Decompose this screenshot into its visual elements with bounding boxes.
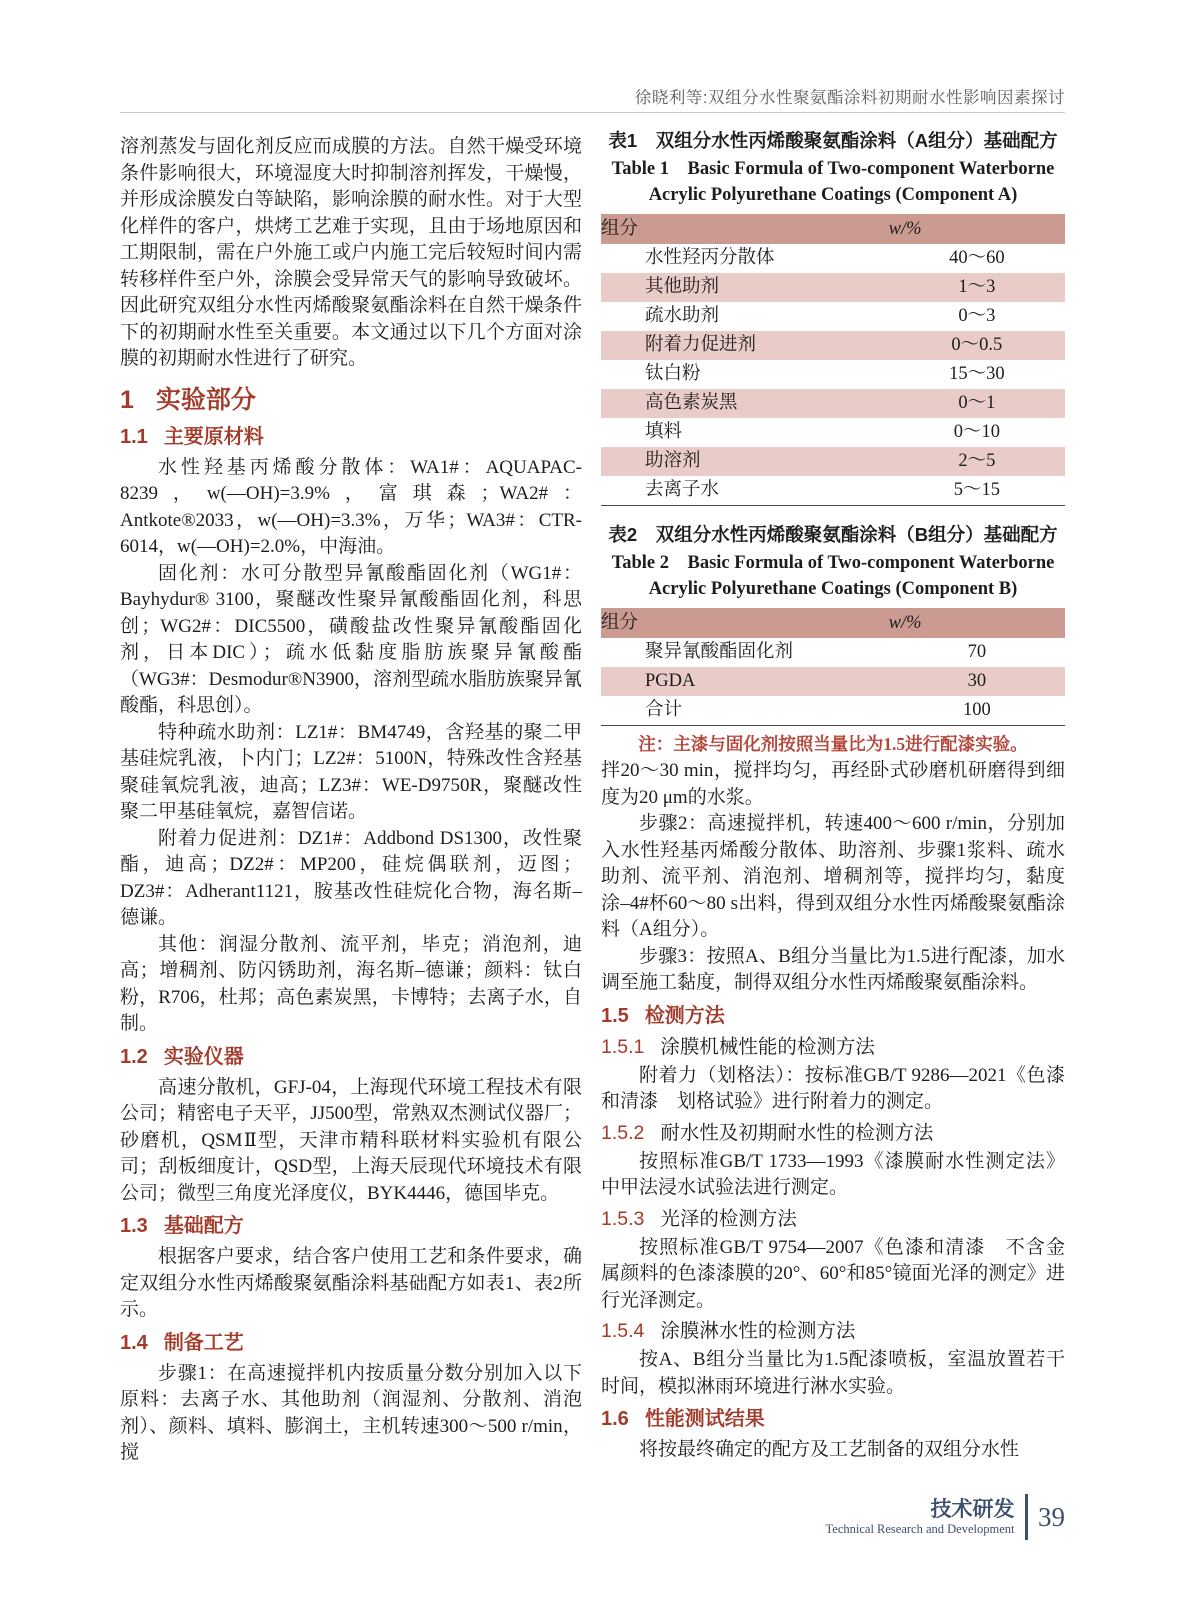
table-cell: PGDA [645, 671, 696, 692]
table-gap [601, 506, 1065, 522]
footer-labels [826, 1498, 1015, 1537]
table1-block [601, 128, 1065, 506]
section-1-5-heading [601, 1003, 1065, 1030]
section-1-heading [120, 385, 582, 415]
base-formula-paragraph: 根据客户要求，结合客户使用工艺和条件要求，确定双组分水性丙烯酸聚氨酯涂料基础配方如表1、表2所示。 [120, 1246, 582, 1320]
section-1-4-heading [120, 1330, 582, 1357]
table-row [601, 667, 1065, 696]
section-number: 1.5.4 [601, 1320, 645, 1342]
footer-divider-bar [1025, 1494, 1029, 1540]
water-resistance-test-paragraph: 按照标准GB/T 1733—1993《漆膜耐水性测定法》中甲法浸水试验法进行测定。 [601, 1150, 1065, 1198]
section-title: 涂膜淋水性的检测方法 [660, 1320, 856, 1342]
table2-note: 注：主漆与固化剂按照当量比为1.5进行配漆实验。 [638, 734, 1028, 754]
table1-title-en: Table 1 Basic Formula of Two-component Waterborne Acrylic Polyurethane Coatings (Component A) [611, 159, 1055, 205]
table-row [601, 418, 1065, 447]
intro-paragraph: 溶剂蒸发与固化剂反应而成膜的方法。自然干燥受环境条件影响很大，环境湿度大时抑制溶剂挥发，干燥慢，并形成涂膜发白等缺陷，影响涂膜的耐水性。对于大型化样件的客户，烘烤工艺难于实现，且由于场地原因和工期限制，需在户外施工或户内施工完后较短时间内需转移样件至户外，涂膜会受异常天气的影响导致破坏。因此研究双组分水性丙烯酸聚氨酯涂料在自然干燥条件下的初期耐水性至关重要。本文通过以下几个方面对涂膜的初期耐水性进行了研究。 [120, 136, 582, 369]
table2-block [601, 522, 1065, 756]
table-cell: 疏水助剂 [645, 306, 720, 327]
table-row [601, 638, 1065, 667]
adhesion-test-paragraph: 附着力（划格法）：按标准GB/T 9286—2021《色漆和清漆 划格试验》进行附着力的测定。 [601, 1064, 1065, 1112]
table-header-cell: w/% [889, 608, 1065, 638]
table2-title-zh: 表2 双组分水性丙烯酸聚氨酯涂料（B组分）基础配方 [608, 524, 1058, 545]
materials-curing-agent-paragraph: 固化剂：水可分散型异氰酸酯固化剂（WG1#：Bayhydur® 3100，聚醚改性聚异氰酸酯固化剂，科思创；WG2#：DIC5500，磺酸盐改性聚异氰酸酯固化剂，日本DIC）；疏水低黏度脂肪族聚异氰酸酯（WG3#：Desmodur®N3900，溶剂型疏水脂肪族聚异氰酸酯，科思创）。 [120, 562, 582, 716]
instruments-paragraph: 高速分散机，GFJ-04，上海现代环境工程技术有限公司；精密电子天平，JJ500型，常熟双杰测试仪器厂；砂磨机，QSMⅡ型，天津市精科联材料实验机有限公司；刮板细度计，QSD型，上海天辰现代环境技术有限公司；微型三角度光泽度仪，BYK4446，德国毕克。 [120, 1076, 582, 1204]
table-cell: 0～3 [958, 306, 996, 327]
section-title: 涂膜机械性能的检测方法 [660, 1035, 875, 1058]
section-1-5-2-heading [601, 1120, 1065, 1147]
running-head: 徐晓利等:双组分水性聚氨酯涂料初期耐水性影响因素探讨 [634, 89, 1065, 107]
table-row [601, 476, 1065, 506]
table-cell: 40～60 [949, 248, 1005, 269]
section-title: 实验仪器 [163, 1045, 244, 1068]
table-row [601, 273, 1065, 302]
table-cell: 水性羟丙分散体 [645, 248, 775, 269]
table-row [601, 302, 1065, 331]
section-title: 检测方法 [644, 1004, 725, 1027]
section-1-3-heading [120, 1213, 582, 1240]
section-1-5-3-heading [601, 1206, 1065, 1233]
section-title: 制备工艺 [163, 1331, 244, 1354]
table-row [601, 244, 1065, 273]
table-header-row [601, 214, 1065, 244]
table-header-cell: 组分 [601, 214, 889, 244]
table2-title-en: Table 2 Basic Formula of Two-component Waterborne Acrylic Polyurethane Coatings (Component B) [611, 553, 1055, 599]
materials-hydrophobic-aid-paragraph: 特种疏水助剂：LZ1#：BM4749，含羟基的聚二甲基硅烷乳液，卜内门；LZ2#：5100N，特殊改性含羟基聚硅氧烷乳液，迪高；LZ3#：WE-D9750R，聚醚改性聚二甲基硅氧烷，嘉智信诺。 [120, 721, 582, 822]
table-row [601, 331, 1065, 360]
table-cell: 70 [967, 642, 987, 663]
section-number: 1.1 [120, 425, 148, 448]
section-number: 1.5.2 [601, 1121, 645, 1144]
materials-other-paragraph: 其他：润湿分散剂、流平剂，毕克；消泡剂，迪高；增稠剂、防闪锈助剂，海名斯–德谦；颜料：钛白粉，R706，杜邦；高色素炭黑，卡博特；去离子水，自制。 [120, 933, 582, 1034]
materials-adhesion-promoter-paragraph: 附着力促进剂：DZ1#：Addbond DS1300，改性聚酯，迪高；DZ2#：MP200，硅烷偶联剂，迈图；DZ3#：Adherant1121，胺基改性硅烷化合物，海名斯–德谦。 [120, 827, 582, 928]
rain-test-paragraph: 按A、B组分当量比为1.5配漆喷板，室温放置若干时间，模拟淋雨环境进行淋水实验。 [601, 1349, 1065, 1397]
section-1-5-1-heading [601, 1034, 1065, 1061]
table-row [601, 696, 1065, 726]
step1-continued-paragraph: 拌20～30 min，搅拌均匀，再经卧式砂磨机研磨得到细度为20 μm的水浆。 [601, 760, 1065, 808]
section-1-1-heading [120, 424, 582, 451]
section-number: 1.6 [601, 1408, 629, 1430]
table-cell: 0～0.5 [951, 335, 1003, 356]
section-title: 实验部分 [155, 385, 256, 414]
section-title: 光泽的检测方法 [660, 1207, 797, 1230]
table-cell: 0～1 [958, 393, 996, 414]
table-cell: 2～5 [958, 451, 996, 472]
footer-section-zh: 技术研发 [930, 1497, 1015, 1521]
table-row [601, 447, 1065, 476]
section-number: 1 [120, 385, 134, 414]
section-1-2-heading [120, 1044, 582, 1071]
section-1-6-heading [601, 1406, 1065, 1433]
table-cell: 其他助剂 [645, 277, 720, 298]
table-row [601, 389, 1065, 418]
page-number: 39 [1038, 1501, 1065, 1532]
table-cell: 合计 [645, 700, 683, 721]
table-header-cell: w/% [889, 214, 1065, 244]
header-rule [120, 112, 1065, 113]
table-cell: 1～3 [958, 277, 996, 298]
table2 [601, 608, 1065, 726]
section-number: 1.2 [120, 1045, 148, 1068]
section-title: 基础配方 [163, 1215, 244, 1237]
table-cell: 100 [962, 700, 991, 721]
table-cell: 0～10 [953, 422, 1000, 443]
page-footer [826, 1494, 1065, 1540]
table-cell: 5～15 [953, 480, 1000, 501]
step1-paragraph: 步骤1：在高速搅拌机内按质量分数分别加入以下原料：去离子水、其他助剂（润湿剂、分散剂、消泡剂）、颜料、填料、膨润土，主机转速300～500 r/min，搅 [120, 1362, 582, 1463]
table-cell: 附着力促进剂 [645, 335, 757, 356]
table-cell: 钛白粉 [645, 364, 701, 385]
section-number: 1.5.3 [601, 1207, 645, 1230]
section-title: 主要原材料 [163, 425, 264, 448]
table-cell: 去离子水 [645, 480, 720, 501]
section-title: 耐水性及初期耐水性的检测方法 [660, 1121, 934, 1144]
results-paragraph: 将按最终确定的配方及工艺制备的双组分水性 [639, 1439, 1020, 1460]
table-header-cell: 组分 [601, 608, 889, 638]
left-column [120, 134, 582, 1467]
table-cell: 填料 [645, 422, 683, 443]
table-cell: 15～30 [949, 364, 1005, 385]
section-number: 1.5 [601, 1004, 629, 1027]
step3-paragraph: 步骤3：按照A、B组分当量比为1.5进行配漆，加水调至施工黏度，制得双组分水性丙烯酸聚氨酯涂料。 [601, 945, 1065, 993]
table-cell: 30 [967, 671, 987, 692]
table-row [601, 360, 1065, 389]
section-number: 1.3 [120, 1215, 148, 1237]
table-cell: 聚异氰酸酯固化剂 [645, 642, 794, 663]
section-1-5-4-heading [601, 1318, 1065, 1345]
step2-paragraph: 步骤2：高速搅拌机，转速400～600 r/min，分别加入水性羟基丙烯酸分散体、助溶剂、步骤1浆料、疏水助剂、流平剂、消泡剂、增稠剂等，搅拌均匀，黏度涂–4#杯60～80 s出料，得到双组分水性丙烯酸聚氨酯涂料（A组分）。 [601, 813, 1065, 940]
table-header-row [601, 608, 1065, 638]
table1 [601, 214, 1065, 506]
section-title: 性能测试结果 [644, 1408, 765, 1430]
section-number: 1.4 [120, 1331, 148, 1354]
materials-dispersion-paragraph: 水性羟基丙烯酸分散体：WA1#：AQUAPAC-8239，w(—OH)=3.9%，富琪森；WA2#：Antkote®2033，w(—OH)=3.3%，万华；WA3#：CTR-6014，w(—OH)=2.0%，中海油。 [120, 456, 582, 557]
table-cell: 助溶剂 [645, 451, 701, 472]
table-cell: 高色素炭黑 [645, 393, 738, 414]
table1-title-zh: 表1 双组分水性丙烯酸聚氨酯涂料（A组分）基础配方 [608, 130, 1058, 151]
footer-section-en: Technical Research and Development [825, 1521, 1015, 1536]
section-number: 1.5.1 [601, 1035, 645, 1058]
gloss-test-paragraph: 按照标准GB/T 9754—2007《色漆和清漆 不含金属颜料的色漆漆膜的20°、60°和85°镜面光泽的测定》进行光泽测定。 [601, 1236, 1065, 1311]
right-column [601, 128, 1065, 1464]
